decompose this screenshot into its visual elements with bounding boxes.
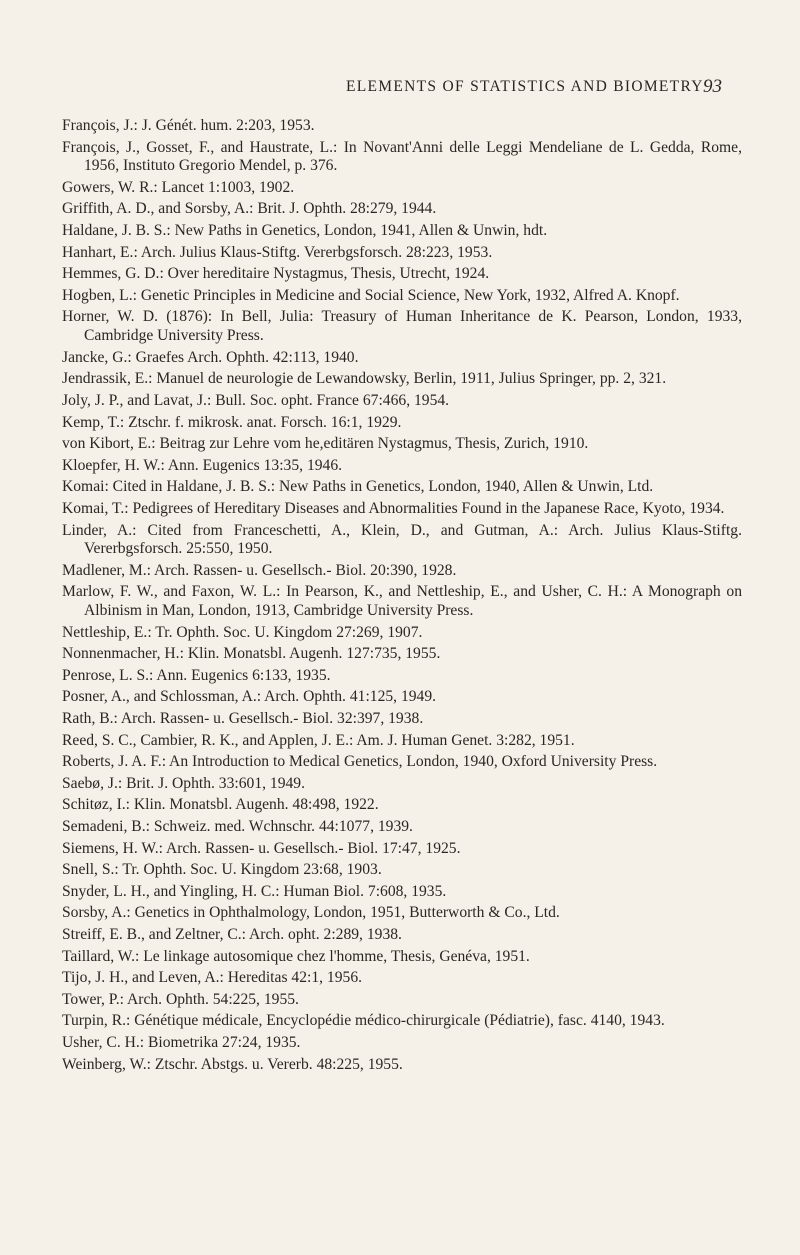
- reference-entry: François, J.: J. Génét. hum. 2:203, 1953.: [62, 117, 315, 134]
- reference-entry: Semadeni, B.: Schweiz. med. Wchnschr. 44:1077, 1939.: [62, 818, 413, 836]
- reference-entry: Sorsby, A.: Genetics in Ophthalmology, London, 1951, Butterworth & Co., Ltd.: [62, 904, 560, 922]
- reference-list: [62, 117, 742, 1077]
- reference-entry: Horner, W. D. (1876): In Bell, Julia: Treasury of Human Inheritance de K. Pearson, London, 1933, Cambridge University Press.: [62, 308, 742, 345]
- reference-entry: Marlow, F. W., and Faxon, W. L.: In Pearson, K., and Nettleship, E., and Usher, C. H.: A Monograph on Albinism in Man, London, 1913, Cambridge University Press.: [62, 583, 742, 620]
- reference-entry: François, J., Gosset, F., and Haustrate, L.: In Novant'Anni delle Leggi Mendeliane de L. Gedda, Rome, 1956, Instituto Gregorio Mendel, p. 376.: [62, 138, 742, 175]
- page-header: [0, 78, 800, 102]
- reference-entry: Schitøz, I.: Klin. Monatsbl. Augenh. 48:498, 1922.: [62, 796, 379, 814]
- reference-entry: Reed, S. C., Cambier, R. K., and Applen, J. E.: Am. J. Human Genet. 3:282, 1951.: [62, 731, 575, 749]
- reference-entry: Griffith, A. D., and Sorsby, A.: Brit. J. Ophth. 28:279, 1944.: [62, 200, 437, 218]
- reference-entry: Usher, C. H.: Biometrika 27:24, 1935.: [62, 1033, 301, 1051]
- reference-entry: Tijo, J. H., and Leven, A.: Hereditas 42:1, 1956.: [62, 969, 363, 987]
- running-head: ELEMENTS OF STATISTICS AND BIOMETRY: [346, 78, 704, 95]
- page-number: 93: [703, 76, 722, 97]
- reference-entry: Linder, A.: Cited from Franceschetti, A., Klein, D., and Gutman, A.: Arch. Julius Klaus-Stiftg. Vererbgsforsch. 25:550, 1950.: [62, 521, 742, 558]
- reference-entry: Saebø, J.: Brit. J. Ophth. 33:601, 1949.: [62, 774, 306, 792]
- reference-entry: Weinberg, W.: Ztschr. Abstgs. u. Vererb. 48:225, 1955.: [62, 1055, 403, 1073]
- reference-entry: Joly, J. P., and Lavat, J.: Bull. Soc. opht. France 67:466, 1954.: [62, 391, 450, 409]
- reference-entry: von Kibort, E.: Beitrag zur Lehre vom he,editären Nystagmus, Thesis, Zurich, 1910.: [62, 435, 589, 453]
- reference-entry: Streiff, E. B., and Zeltner, C.: Arch. opht. 2:289, 1938.: [62, 926, 402, 943]
- reference-entry: Snyder, L. H., and Yingling, H. C.: Human Biol. 7:608, 1935.: [62, 882, 447, 900]
- reference-entry: Turpin, R.: Génétique médicale, Encyclopédie médico-chirurgicale (Pédiatrie), fasc. 4140, 1943.: [62, 1012, 665, 1030]
- reference-entry: Penrose, L. S.: Ann. Eugenics 6:133, 1935.: [62, 666, 331, 684]
- reference-entry: Kloepfer, H. W.: Ann. Eugenics 13:35, 1946.: [62, 456, 343, 474]
- reference-entry: Hanhart, E.: Arch. Julius Klaus-Stiftg. Vererbgsforsch. 28:223, 1953.: [62, 243, 493, 261]
- reference-entry: Jancke, G.: Graefes Arch. Ophth. 42:113, 1940.: [62, 348, 359, 366]
- reference-entry: Taillard, W.: Le linkage autosomique chez l'homme, Thesis, Genéva, 1951.: [62, 947, 530, 965]
- reference-entry: Hemmes, G. D.: Over hereditaire Nystagmus, Thesis, Utrecht, 1924.: [62, 265, 490, 283]
- reference-entry: Komai: Cited in Haldane, J. B. S.: New Paths in Genetics, London, 1940, Allen & Unwin, Ltd.: [62, 478, 654, 496]
- reference-entry: Hogben, L.: Genetic Principles in Medicine and Social Science, New York, 1932, Alfred A. Knopf.: [62, 286, 680, 304]
- reference-entry: Kemp, T.: Ztschr. f. mikrosk. anat. Forsch. 16:1, 1929.: [62, 413, 402, 431]
- reference-entry: Rath, B.: Arch. Rassen- u. Gesellsch.- Biol. 32:397, 1938.: [62, 710, 424, 728]
- reference-entry: Jendrassik, E.: Manuel de neurologie de Lewandowsky, Berlin, 1911, Julius Springer, pp. 2, 321.: [62, 370, 667, 388]
- reference-entry: Madlener, M.: Arch. Rassen- u. Gesellsch.- Biol. 20:390, 1928.: [62, 561, 457, 579]
- reference-entry: Nonnenmacher, H.: Klin. Monatsbl. Augenh. 127:735, 1955.: [62, 645, 441, 663]
- reference-entry: Snell, S.: Tr. Ophth. Soc. U. Kingdom 23:68, 1903.: [62, 861, 382, 879]
- reference-entry: Siemens, H. W.: Arch. Rassen- u. Gesellsch.- Biol. 17:47, 1925.: [62, 839, 461, 857]
- reference-entry: Roberts, J. A. F.: An Introduction to Medical Genetics, London, 1940, Oxford University Press.: [62, 753, 658, 771]
- reference-entry: Haldane, J. B. S.: New Paths in Genetics, London, 1941, Allen & Unwin, hdt.: [62, 222, 548, 240]
- reference-entry: Tower, P.: Arch. Ophth. 54:225, 1955.: [62, 990, 299, 1008]
- reference-entry: Posner, A., and Schlossman, A.: Arch. Ophth. 41:125, 1949.: [62, 688, 437, 706]
- reference-entry: Komai, T.: Pedigrees of Hereditary Diseases and Abnormalities Found in the Japanese Race, Kyoto, 1934.: [62, 499, 725, 517]
- reference-entry: Nettleship, E.: Tr. Ophth. Soc. U. Kingdom 27:269, 1907.: [62, 623, 423, 641]
- reference-entry: Gowers, W. R.: Lancet 1:1003, 1902.: [62, 178, 295, 196]
